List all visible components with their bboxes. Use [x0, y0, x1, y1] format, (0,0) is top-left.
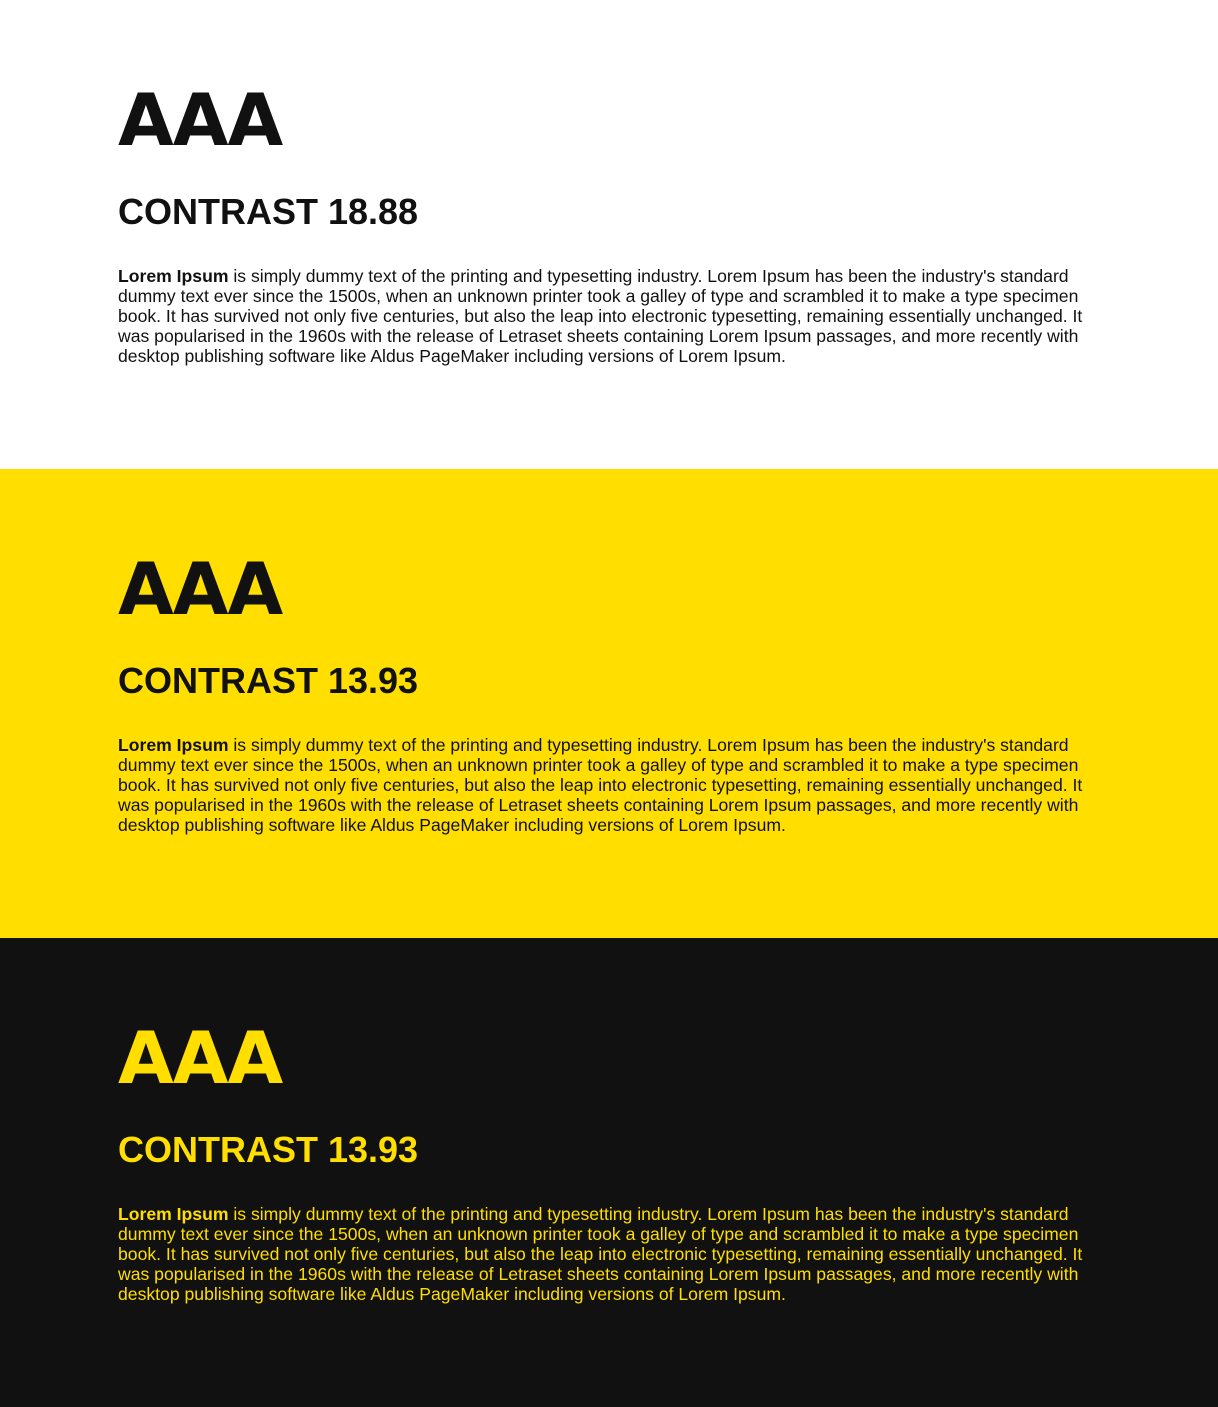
contrast-ratio: CONTRAST 13.93 — [118, 1129, 419, 1170]
wcag-rating: AAA — [118, 547, 283, 631]
contrast-ratio: CONTRAST 18.88 — [118, 191, 419, 232]
contrast-panel-dark — [0, 938, 1218, 1407]
sample-text: is simply dummy text of the printing and typesetting industry. Lorem Ipsum has been the industry's standard dummy text ever since the 1500s, when an unknown printer took a galley of type and scrambled it to make a type specimen book. It has survived not only five centuries, but also the leap into electronic typesetting, remaining essentially unchanged. It was popularised in the 1960s with the release of Letraset sheets containing Lorem Ipsum passages, and more recently with desktop publishing software like Aldus PageMaker including versions of Lorem Ipsum. — [118, 735, 1083, 835]
sample-lead: Lorem Ipsum — [118, 1204, 229, 1224]
wcag-rating: AAA — [118, 78, 283, 162]
contrast-panel-white — [0, 0, 1218, 469]
sample-text: is simply dummy text of the printing and typesetting industry. Lorem Ipsum has been the industry's standard dummy text ever since the 1500s, when an unknown printer took a galley of type and scrambled it to make a type specimen book. It has survived not only five centuries, but also the leap into electronic typesetting, remaining essentially unchanged. It was popularised in the 1960s with the release of Letraset sheets containing Lorem Ipsum passages, and more recently with desktop publishing software like Aldus PageMaker including versions of Lorem Ipsum. — [118, 1204, 1083, 1304]
contrast-ratio: CONTRAST 13.93 — [118, 660, 419, 701]
sample-paragraph — [118, 266, 1108, 366]
sample-lead: Lorem Ipsum — [118, 735, 229, 755]
wcag-rating: AAA — [118, 1016, 283, 1100]
sample-text: is simply dummy text of the printing and typesetting industry. Lorem Ipsum has been the industry's standard dummy text ever since the 1500s, when an unknown printer took a galley of type and scrambled it to make a type specimen book. It has survived not only five centuries, but also the leap into electronic typesetting, remaining essentially unchanged. It was popularised in the 1960s with the release of Letraset sheets containing Lorem Ipsum passages, and more recently with desktop publishing software like Aldus PageMaker including versions of Lorem Ipsum. — [118, 266, 1083, 366]
sample-paragraph — [118, 735, 1108, 835]
sample-paragraph — [118, 1204, 1108, 1304]
sample-lead: Lorem Ipsum — [118, 266, 229, 286]
contrast-panel-yellow — [0, 469, 1218, 938]
